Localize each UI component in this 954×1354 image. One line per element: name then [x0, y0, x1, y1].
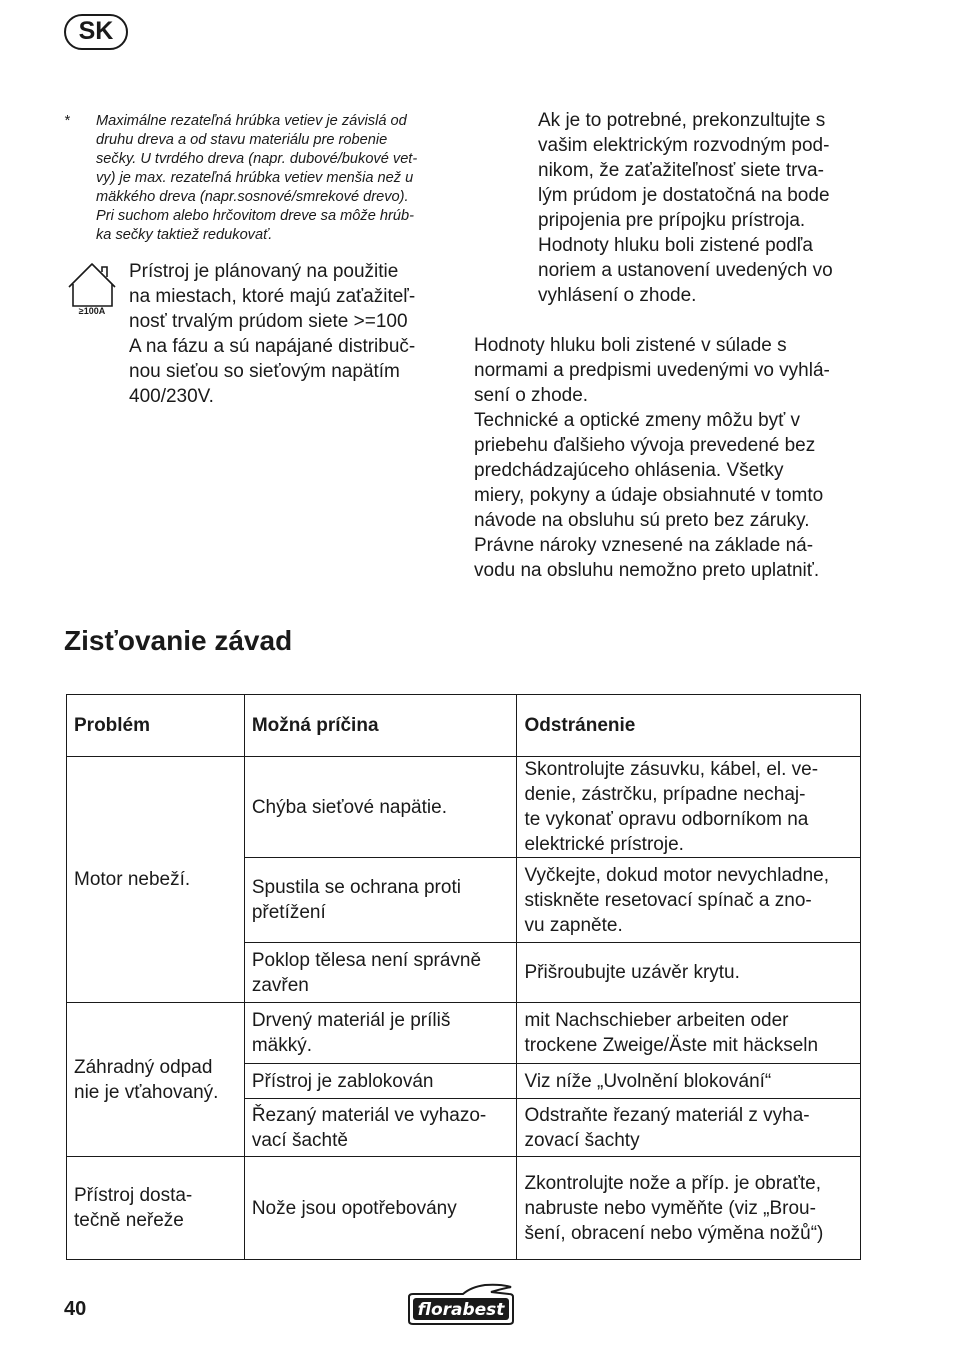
- cause-cell: Poklop tělesa není správně zavřen: [244, 943, 517, 1003]
- header-fix: Odstránenie: [517, 695, 861, 757]
- footnote: [64, 112, 454, 245]
- cause-cell: Řezaný materiál ve vyhazo- vací šachtě: [244, 1099, 517, 1157]
- house-power-icon: [66, 260, 118, 318]
- footnote-text: Maximálne rezateľná hrúbka vetiev je závislá od druhu dreva a od stavu materiálu pre robenie sečky. U tvrdého dreva (napr. dubové/bukové vet- vy) je max. rezateľná hrúbka vetiev menšia než u mäkkého dreva (napr.sosnové/smrekové drevo). Pri suchom alebo hrčovitom dreve sa môže hrúb- ka sečky taktiež redukovať.: [96, 113, 418, 243]
- cause-cell: Chýba sieťové napätie.: [244, 757, 517, 858]
- fix-cell: Odstraňte řezaný materiál z vyha- zovací šachty: [517, 1099, 861, 1157]
- problem-cell: Motor nebeží.: [67, 757, 245, 1003]
- fix-cell: Vyčkejte, dokud motor nevychladne, stiskněte resetovací spínač a zno- vu zapněte.: [517, 858, 861, 943]
- fix-cell: Viz níže „Uvolnění blokování“: [517, 1064, 861, 1099]
- header-cause: Možná príčina: [244, 695, 517, 757]
- language-badge: SK: [64, 14, 128, 50]
- fix-cell: Skontrolujte zásuvku, kábel, el. ve- denie, zástrčku, prípadne nechaj- te vykonať opravu odborníkom na elektrické prístroje.: [517, 757, 861, 858]
- section-heading: Zisťovanie závad: [64, 625, 293, 656]
- right-paragraph-1: Ak je to potrebné, prekonzultujte s vašim elektrickým rozvodným pod- nikom, že zaťažiteľnosť siete trva- lým prúdom je dostatočná na bode pripojenia pre prípojku prístroja. Hodnoty hluku boli zistené podľa noriem a ustanovení uvedených vo vyhlásení o zhode.: [538, 110, 833, 306]
- problem-cell: Přístroj dosta- tečně neřeže: [67, 1157, 245, 1260]
- fix-cell: Přišroubujte uzávěr krytu.: [517, 943, 861, 1003]
- house-icon-label: ≥100A: [78, 306, 106, 316]
- table-row: [67, 1003, 861, 1064]
- table-row: [67, 757, 861, 858]
- table-row: [67, 1157, 861, 1260]
- fix-cell: mit Nachschieber arbeiten oder trockene Zweige/Äste mit häckseln: [517, 1003, 861, 1064]
- fix-cell: Zkontrolujte nože a příp. je obraťte, nabruste nebo vyměňte (viz „Brou- šení, obracení nebo výměna nožů“): [517, 1157, 861, 1260]
- cause-cell: Spustila se ochrana proti přetížení: [244, 858, 517, 943]
- footnote-marker: *: [64, 113, 70, 129]
- cause-cell: Drvený materiál je príliš mäkký.: [244, 1003, 517, 1064]
- cause-cell: Přístroj je zablokován: [244, 1064, 517, 1099]
- problem-cell: Záhradný odpad nie je vťahovaný.: [67, 1003, 245, 1157]
- troubleshooting-table: [66, 694, 861, 1260]
- left-paragraph: Prístroj je plánovaný na použitie na miestach, ktoré majú zaťažiteľ- nosť trvalým prúdom siete >=100 A na fázu a sú napájané distribuč- nou sieťou so sieťovým napätím 400/230V.: [129, 261, 416, 407]
- page-number: 40: [64, 1298, 87, 1320]
- logo-text: florabest: [417, 1300, 505, 1320]
- header-problem: Problém: [67, 695, 245, 757]
- right-paragraph-2: Hodnoty hluku boli zistené v súlade s normami a predpismi uvedenými vo vyhlá- sení o zhode. Technické a optické zmeny môžu byť v priebehu ďalšieho vývoja prevedené bez predchádzajúceho ohlásenia. Všetky miery, pokyny a údaje obsiahnuté v tomto návode na obsluhu sú preto bez záruky. Právne nároky vznesené na základe ná- vodu na obsluhu nemožno preto uplatniť.: [474, 335, 830, 581]
- cause-cell: Nože jsou opotřebovány: [244, 1157, 517, 1260]
- florabest-logo: [405, 1283, 517, 1327]
- table-header-row: [67, 695, 861, 757]
